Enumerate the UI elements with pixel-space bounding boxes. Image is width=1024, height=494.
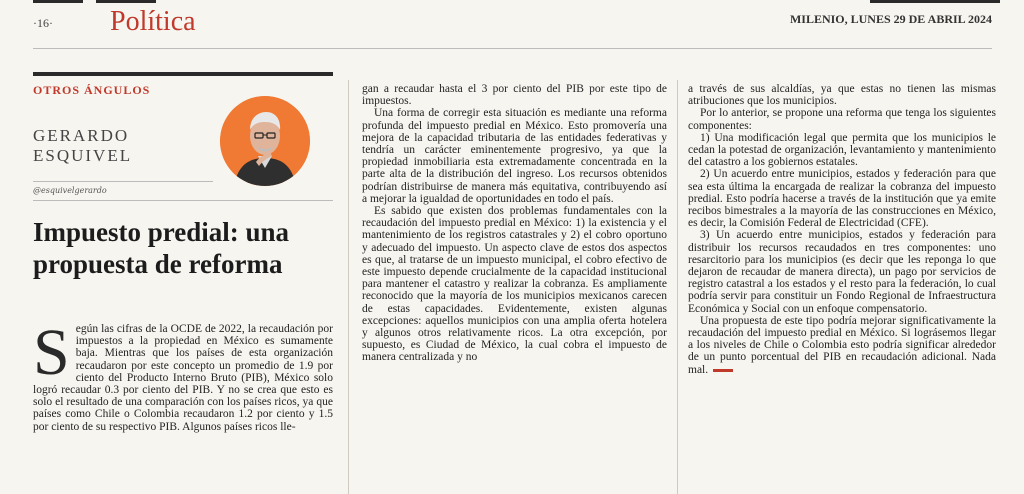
kicker-bar [33,72,333,76]
author-portrait-icon [220,96,310,186]
header-rule [870,0,1000,3]
author-portrait [220,96,310,186]
article-column-1 [33,316,333,433]
paragraph: 3) Un acuerdo entre municipios, estados y federación para distribuir los recursos recaudados en tres componentes: uno resarcitorio para los municipios (es decir que les reponga lo que dejaron de recaudar de manera directa), un pago por servicios de registro catastral a los estados y el resto para la federación, lo cual podría servir para constituir un Fondo Regional de Infraestructura Económica y Social con un enfoque compensatorio. [688,229,996,315]
author-name [33,126,132,166]
column-kicker: OTROS ÁNGULOS [33,83,151,97]
paragraph: Una forma de corregir esta situación es mediante una reforma profunda del impuesto predial en México. Esto promovería una mejora de la capacidad tributaria de las entidades federativas y tendría un carácter eminentemente progresivo, ya que la propiedad inmobiliaria esta extremadamente concentrada en la parte alta de la distribución del ingreso. Los recursos obtenidos podrían distribuirse de manera más equitativa, contribuyendo así a mejorar la igualdad de oportunidades en todo el país. [362,107,667,205]
drop-cap: S [33,316,70,389]
column-divider [677,80,678,494]
article-column-3 [688,83,996,376]
paragraph: 1) Una modificación legal que permita que los municipios le cedan la potestad de organización, levantamiento y mantenimiento del catastro a los gobiernos estatales. [688,131,996,169]
paragraph-text: egún las cifras de la OCDE de 2022, la recaudación por impuestos a la propiedad en México es sumamente baja. Mientras que los países de esta organización recaudaron por este concepto un promedio de 1.9 por ciento del Producto Interno Bruto (PIB), México solo logró recaudar 0.3 por ciento del PIB. Y no se crea que esto es solo el resultado de una comparación con los países ricos, ya que países como Chile o Colombia recaudaron 1.2 por ciento y 1.5 por ciento de su respectivo PIB. Algunos países ricos lle- [33,323,333,433]
section-title: Política [110,6,196,37]
author-handle: @esquivelgerardo [33,186,107,195]
paragraph: Por lo anterior, se propone una reforma que tenga los siguientes componentes: [688,107,996,132]
page-number: ·16· [33,16,53,30]
paragraph [33,316,333,433]
paragraph: Es sabido que existen dos problemas fundamentales con la recaudación del impuesto predial en México: 1) la existencia y el mantenimiento de los registros catastrales y 2) el cobro oportuno y adecuado del impuesto. Un aspecto clave de estos dos aspectos es que, al tratarse de un impuesto municipal, el cobro efectivo de este impuesto depende crucialmente de la capacidad institucional para mantener el catastro y realizar la cobranza. Es ampliamente reconocido que la mayoría de los municipios mexicanos carecen de estas capacidades. Evidentemente, existen algunas excepciones: aquellos municipios con una amplia oferta hotelera y algunos otros relativamente ricos. La otra excepción, por supuesto, es Ciudad de México, la cual cobra el impuesto de manera centralizada y no [362,205,667,364]
headline-rule [33,200,333,201]
handle-rule [33,181,213,182]
masthead-date: MILENIO, LUNES 29 DE ABRIL 2024 [789,12,992,26]
header-rule [96,0,156,3]
paragraph [688,315,996,376]
author-last-name: ESQUIVEL [33,146,133,165]
article-column-2 [362,83,667,364]
header-divider [33,48,992,49]
article-headline: Impuesto predial: una propuesta de reforma [33,217,290,279]
paragraph: 2) Un acuerdo entre municipios, estados y federación para que sea esta última la encargada de realizar la cobranza del impuesto predial. Esto podría hacerse a través de la institución que ya emite recibos bimestrales a la mayoría de las construcciones en México, es decir, la Comisión Federal de Electricidad (CFE). [688,168,996,230]
end-mark [713,369,733,372]
author-first-name: GERARDO [33,126,130,145]
column-divider [348,80,349,494]
paragraph: a través de sus alcaldías, ya que estas no tienen las mismas atribuciones que los municipios. [688,83,996,108]
paragraph: gan a recaudar hasta el 3 por ciento del PIB por este tipo de impuestos. [362,83,667,108]
header-rule [33,0,83,3]
paragraph-text: Una propuesta de este tipo podría mejorar significativamente la recaudación del impuesto predial en México. Si lográsemos llegar a los niveles de Chile o Colombia esto podría significar alrededor de un punto porcentual del PIB en recaudación adicional. Nada mal. [688,314,996,376]
